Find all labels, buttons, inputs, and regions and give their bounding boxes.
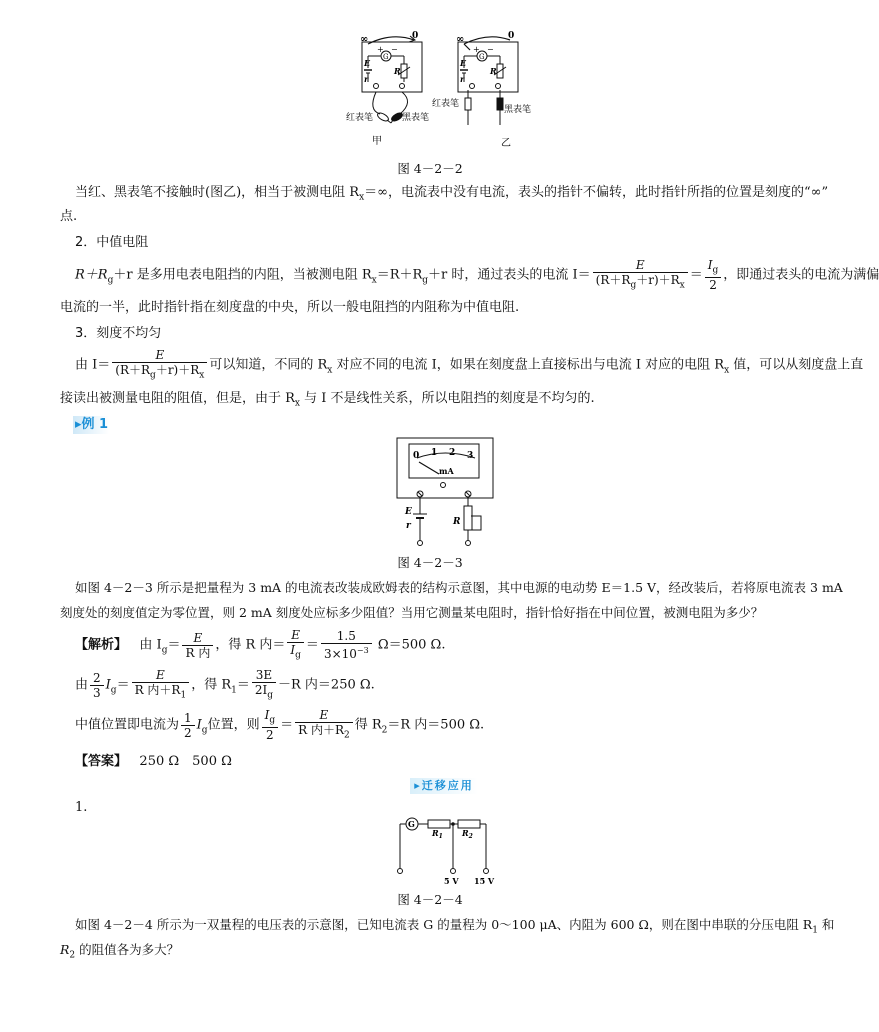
- figure-4-2-2-caption: 图 4－2－2: [397, 161, 463, 176]
- fig1-red-probe-right: 红表笔: [432, 99, 460, 109]
- transfer-question-line2: $R_2$ 的阻值各为多大？: [60, 942, 180, 961]
- fig1-zero-left: 0: [412, 31, 419, 41]
- fig1-plus-right: +: [473, 45, 480, 54]
- section3-fraction-current: $\frac{E}{(R+R_g+r)+R_x}$: [112, 348, 207, 382]
- fig1-r-right: r: [460, 74, 465, 84]
- fig1-zero-right: 0: [508, 31, 515, 41]
- fig1-minus-left: −: [391, 45, 398, 54]
- fig1-infinity-left: ∞: [360, 34, 369, 45]
- section2-line2: 电流的一半，此时指针指在刻度盘的中央，所以一般电阻挡的内阻称为中值电阻.: [60, 300, 520, 315]
- section2-fraction-half: $\frac{I_g}{2}$: [705, 258, 722, 292]
- fig1-black-probe-right: 黑表笔: [504, 105, 532, 115]
- fig1-R-right: R: [490, 66, 497, 76]
- fig1-r-left: r: [364, 74, 369, 84]
- fig3-resistor: R: [453, 517, 461, 527]
- fig3-scale-3: 3: [467, 451, 474, 461]
- fig1-label-jia: 甲: [372, 136, 382, 147]
- fig1-e-right: E: [460, 58, 467, 68]
- para1-line1: 当红、黑表笔不接触时(图乙)，相当于被测电阻 $R_x=\infty$，电流表中没有电流，表头的指针不偏转，此时指针所指的位置是刻度的“∞”: [75, 185, 829, 203]
- fig1-g-left: G: [383, 53, 389, 61]
- section2-fraction-current: $\frac{E}{(R+R_g+r)+R_x}$: [593, 258, 688, 292]
- figure-4-2-3-caption: 图 4－2－3: [397, 555, 463, 570]
- section3-line1: 由 I＝ $\frac{E}{(R+R_g+r)+R_x}$ 可以知道，不同的 $R_x$ 对应不同的电流 I，如果在刻度盘上直接标出与电流 I 对应的电阻 $R_x$ 值，可以从刻度盘上直: [75, 348, 864, 381]
- section2-line1: $R+R_g+r$ 是多用电表电阻挡的内阻，当被测电阻 $R_x=R+R_g+r$ 时，通过表头的电流 I＝ $\frac{E}{(R+R_g+r)+R_x}$ ＝ $\frac{I_g}{2}$ ，即通过表头的电流为满偏: [75, 258, 879, 293]
- fig3-internal-r: r: [406, 521, 411, 531]
- fig1-minus-right: −: [487, 45, 494, 54]
- analysis-line3: 中值位置即电流为 $\frac{1}{2}$ $I_g$位置，则 $\frac{I_g}{2}$ ＝ $\frac{E}{R 内+R_2}$ 得 $R_2=R$ 内＝500 Ω.: [75, 708, 485, 743]
- fig3-scale-0: 0: [413, 451, 420, 461]
- fig3-scale-2: 2: [449, 448, 456, 458]
- example-question-line1: 如图 4－2－3 所示是把量程为 3 mA 的电流表改装成欧姆表的结构示意图，其中电源的电动势 E＝1.5 V，经改装后，若将原电流表 3 mA: [75, 580, 843, 595]
- transfer-question-line1: 如图 4－2－4 所示为一双量程的电压表的示意图，已知电流表 G 的量程为 0～100 μA、内阻为 600 Ω，则在图中串联的分压电阻 $R_1$ 和: [75, 917, 835, 936]
- fig1-label-yi: 乙: [501, 138, 511, 149]
- section3-title: 3．刻度不均匀: [75, 326, 162, 341]
- fig4-galvanometer: G: [408, 819, 415, 829]
- fig3-scale-1: 1: [431, 448, 438, 458]
- fig1-e-left: E: [364, 58, 371, 68]
- example-question-line2: 刻度处的刻度值定为零位置，则 2 mA 刻度处应标多少阻值？当用它测量某电阻时，指针恰好指在中间位置，被测电阻为多少？: [60, 605, 764, 620]
- section2-title: 2．中值电阻: [75, 235, 149, 250]
- figure-4-2-4: [392, 816, 502, 888]
- figure-4-2-3: [395, 436, 505, 552]
- fig4-r1: $R_1$: [432, 828, 443, 840]
- analysis-line2: 由 $\frac{2}{3}$ $I_g=$ $\frac{E}{R 内+R_1}$ ，得 $R_1=$ $\frac{3E}{2I_g}$ －R 内＝250 Ω.: [75, 668, 375, 701]
- figure-4-2-4-caption: 图 4－2－4: [397, 892, 463, 907]
- fig4-5v: 5 V: [444, 876, 459, 886]
- fig4-15v: 15 V: [474, 876, 495, 886]
- example-1-tag: ▸例 1: [75, 417, 109, 432]
- answer-line: 【答案】 250 Ω 500 Ω: [75, 754, 232, 769]
- fig1-plus-left: +: [377, 45, 384, 54]
- transfer-number: 1.: [75, 800, 88, 815]
- fig3-unit: mA: [439, 466, 454, 476]
- analysis-line1: 【解析】 由 $I_g=$ $\frac{E}{\text{R 内}}$ ，得 R 内＝ $\frac{E}{I_g}$ ＝ $\frac{1.5}{3\times 10^{-3}}$ Ω＝500 Ω.: [75, 628, 446, 662]
- fig4-r2: $R_2$: [462, 828, 473, 840]
- section3-line2: 接读出被测量电阻的阻值，但是，由于 $R_x$ 与 I 不是线性关系，所以电阻挡的刻度是不均匀的.: [60, 391, 595, 409]
- figure-4-2-2: [340, 30, 540, 155]
- fig1-R-left: R: [394, 66, 401, 76]
- fig1-g-right: G: [479, 53, 485, 61]
- fig1-black-probe-left: 黑表笔: [402, 113, 430, 123]
- fig1-infinity-right: ∞: [456, 34, 465, 45]
- transfer-application-tag: ▸迁移应用: [410, 778, 478, 794]
- para1-line2: 点.: [60, 209, 78, 224]
- fig3-emf: E: [405, 507, 412, 517]
- fig1-red-probe-left: 红表笔: [346, 113, 374, 123]
